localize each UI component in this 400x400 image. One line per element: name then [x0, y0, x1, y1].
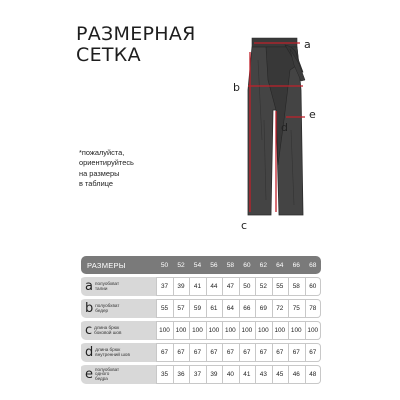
- row-description-line: боковой шов: [94, 329, 122, 335]
- size-value-cell: 36: [173, 362, 189, 384]
- size-value-cell: 44: [206, 274, 222, 296]
- row-description: [95, 282, 119, 291]
- size-value-cell: 100: [189, 318, 205, 340]
- table-row: [81, 318, 321, 340]
- row-label-cell: [81, 296, 156, 318]
- size-header-cell: 68: [305, 256, 322, 274]
- size-header-cell: 54: [189, 256, 205, 274]
- size-value-cell: 45: [272, 362, 288, 384]
- row-letter: c: [85, 323, 93, 338]
- size-value-cell: 67: [272, 340, 288, 362]
- size-value-cell: 39: [206, 362, 222, 384]
- size-value-cell: 64: [222, 296, 238, 318]
- size-value-cell: 60: [305, 274, 322, 296]
- size-value-cell: 67: [156, 340, 172, 362]
- size-table-body: [81, 274, 321, 384]
- row-letter: b: [85, 301, 94, 316]
- page-title-line-1: РАЗМЕРНАЯ: [76, 23, 196, 45]
- row-description-line: полуобхват: [95, 366, 120, 372]
- size-value-cell: 100: [255, 318, 271, 340]
- size-value-cell: 67: [255, 340, 271, 362]
- size-value-cell: 58: [288, 274, 304, 296]
- size-value-cell: 67: [173, 340, 189, 362]
- row-description-line: бедра: [95, 375, 108, 381]
- size-header-cell: 56: [206, 256, 222, 274]
- size-value-cell: 67: [189, 340, 205, 362]
- size-value-cell: 50: [239, 274, 255, 296]
- row-letter: e: [85, 367, 93, 382]
- size-value-cell: 39: [173, 274, 189, 296]
- size-value-cell: 55: [272, 274, 288, 296]
- row-description-line: длина брюк: [95, 346, 121, 352]
- row-description-line: бедер: [95, 307, 109, 313]
- size-value-cell: 67: [305, 340, 322, 362]
- size-value-cell: 41: [189, 274, 205, 296]
- measure-label-e: e: [309, 108, 316, 121]
- size-value-cell: 66: [239, 296, 255, 318]
- size-value-cell: 100: [206, 318, 222, 340]
- size-value-cell: 52: [255, 274, 271, 296]
- row-label-cell: [81, 340, 156, 362]
- row-description-line: полуобхват: [95, 302, 120, 308]
- row-label-cell: [81, 274, 156, 296]
- note-line-4: в таблице: [79, 179, 113, 189]
- size-value-cell: 100: [272, 318, 288, 340]
- table-row: [81, 340, 321, 362]
- size-value-cell: 48: [305, 362, 322, 384]
- page-title-line-2: СЕТКА: [76, 44, 141, 66]
- size-header-cell: 52: [173, 256, 189, 274]
- table-row: [81, 274, 321, 296]
- measure-label-a: a: [304, 38, 311, 51]
- size-value-cell: 100: [173, 318, 189, 340]
- row-description-line: одного: [95, 371, 110, 377]
- size-value-cell: 61: [206, 296, 222, 318]
- row-letter: d: [85, 345, 94, 360]
- measure-label-c: c: [241, 219, 248, 232]
- measure-label-d: d: [281, 121, 288, 134]
- size-value-cell: 55: [156, 296, 172, 318]
- size-value-cell: 78: [305, 296, 322, 318]
- size-value-cell: 100: [156, 318, 172, 340]
- size-value-cell: 67: [222, 340, 238, 362]
- size-value-cell: 47: [222, 274, 238, 296]
- size-value-cell: 40: [222, 362, 238, 384]
- size-header-cell: 66: [288, 256, 304, 274]
- size-value-cell: 100: [239, 318, 255, 340]
- size-header-cell: 62: [255, 256, 271, 274]
- size-value-cell: 100: [288, 318, 304, 340]
- row-letter: a: [85, 279, 93, 294]
- size-value-cell: 69: [255, 296, 271, 318]
- row-description-line: внутренний шов: [95, 351, 130, 357]
- note-line-3: на размеры: [79, 168, 120, 178]
- size-value-cell: 43: [255, 362, 271, 384]
- size-value-cell: 67: [288, 340, 304, 362]
- size-value-cell: 35: [156, 362, 172, 384]
- size-value-cell: 75: [288, 296, 304, 318]
- size-table-header: [81, 256, 321, 274]
- size-value-cell: 72: [272, 296, 288, 318]
- size-header-cell: 60: [239, 256, 255, 274]
- size-value-cell: 57: [173, 296, 189, 318]
- row-description-line: длина брюк: [94, 324, 120, 330]
- size-header-cell: 50: [156, 256, 172, 274]
- size-value-cell: 100: [305, 318, 322, 340]
- size-value-cell: 46: [288, 362, 304, 384]
- size-table: [81, 256, 321, 384]
- row-description: [95, 368, 119, 382]
- size-header-cell: 58: [222, 256, 238, 274]
- row-label-cell: [81, 318, 156, 340]
- table-row: [81, 362, 321, 384]
- size-value-cell: 67: [239, 340, 255, 362]
- row-description: [95, 348, 130, 357]
- row-description-line: талии: [94, 285, 108, 291]
- size-value-cell: 59: [189, 296, 205, 318]
- table-row: [81, 296, 321, 318]
- row-label-cell: [81, 362, 156, 384]
- size-value-cell: 67: [206, 340, 222, 362]
- note-line-1: *пожалуйста,: [79, 148, 125, 157]
- row-description: [95, 304, 119, 313]
- size-table-header-label: РАЗМЕРЫ: [81, 256, 156, 274]
- size-header-cell: 64: [272, 256, 288, 274]
- row-description: [94, 326, 121, 335]
- size-value-cell: 41: [239, 362, 255, 384]
- size-value-cell: 37: [189, 362, 205, 384]
- note-line-2: ориентируйтесь: [79, 158, 134, 168]
- row-description-line: полуобхват: [94, 280, 120, 286]
- measure-label-b: b: [233, 81, 240, 94]
- size-value-cell: 100: [222, 318, 238, 340]
- size-value-cell: 37: [156, 274, 172, 296]
